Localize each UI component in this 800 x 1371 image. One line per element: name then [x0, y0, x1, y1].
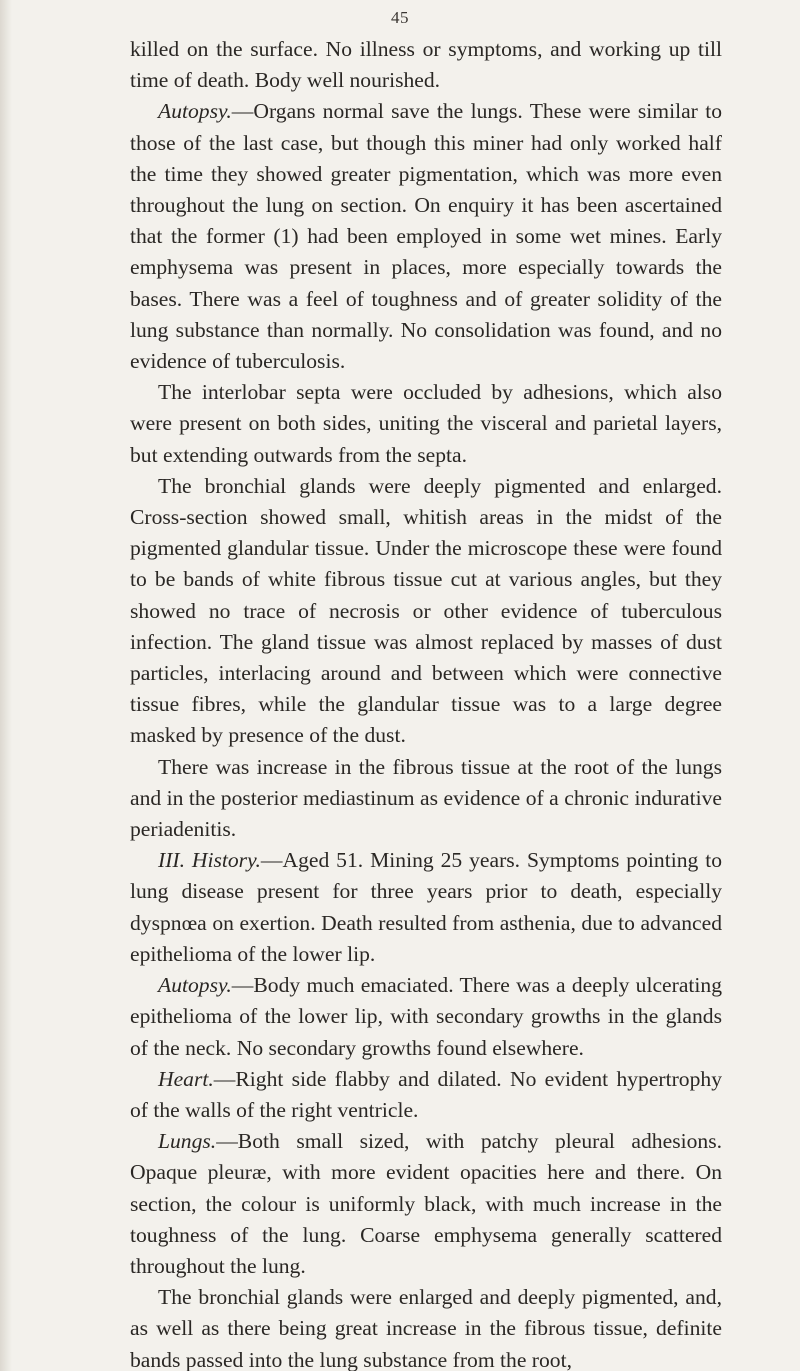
paragraph-9-text: —Both small sized, with patchy pleural adhesions. Opaque pleuræ, with more evident opacities here and there. On section, the colour is uniformly black, with much increase in the toughness of the lung. Coarse emphysema generally scattered throughout the lung.: [130, 1129, 722, 1278]
paragraph-2: [130, 96, 722, 377]
page-number: 45: [391, 8, 409, 27]
paragraph-7-text: —Body much emaciated. There was a deeply ulcerating epithelioma of the lower lip, with secondary growths in the glands of the neck. No secondary growths found elsewhere.: [130, 973, 722, 1060]
paragraph-3: [130, 377, 722, 471]
paragraph-8-label: Heart.: [158, 1066, 214, 1091]
paragraph-6-text: —Aged 51. Mining 25 years. Symptoms pointing to lung disease present for three years prior to death, especially dyspnœa on exertion. Death resulted from asthenia, due to advanced epithelioma of the lower lip.: [130, 848, 723, 966]
body-text: [130, 34, 722, 1371]
paragraph-1: [130, 34, 722, 96]
paragraph-4-text: The bronchial glands were deeply pigmented and enlarged. Cross-section showed small, whitish areas in the midst of the pigmented glandular tissue. Under the microscope these were found to be bands of white fibrous tissue cut at various angles, but they showed no trace of necrosis or other evidence of tuberculous infection. The gland tissue was almost replaced by masses of dust particles, interlacing around and between which were connective tissue fibres, while the glandular tissue was to a large degree masked by presence of the dust.: [130, 473, 722, 748]
paragraph-2-label: Autopsy.: [158, 99, 232, 124]
paragraph-7: [130, 970, 722, 1064]
paragraph-10: [130, 1282, 722, 1371]
paragraph-6: [130, 845, 722, 970]
paragraph-7-label: Autopsy.: [158, 973, 232, 998]
paragraph-5: [130, 752, 722, 846]
paragraph-2-text: —Organs normal save the lungs. These were similar to those of the last case, but though this miner had only worked half the time they showed greater pigmentation, which was more even throughout the lung on section. On enquiry it has been ascertained that the former (1) had been employed in some wet mines. Early emphysema was present in places, more especially towards the bases. There was a feel of toughness and of greater solidity of the lung substance than normally. No consolidation was found, and no evidence of tuberculosis.: [130, 99, 722, 374]
paragraph-6-label: III. History.: [158, 848, 261, 873]
paragraph-4: [130, 471, 722, 752]
page-binding-shadow: [0, 0, 12, 1371]
paragraph-8-text: —Right side flabby and dilated. No evident hypertrophy of the walls of the right ventricle.: [130, 1066, 722, 1122]
paragraph-9: [130, 1126, 722, 1282]
paragraph-3-text: The interlobar septa were occluded by adhesions, which also were present on both sides, uniting the visceral and parietal layers, but extending outwards from the septa.: [130, 380, 722, 467]
paragraph-1-text: killed on the surface. No illness or symptoms, and working up till time of death. Body well nourished.: [130, 37, 722, 93]
paragraph-10-text: The bronchial glands were enlarged and deeply pigmented, and, as well as there being great increase in the fibrous tissue, definite bands passed into the lung substance from the root,: [130, 1285, 722, 1371]
paragraph-8: [130, 1064, 722, 1126]
paragraph-9-label: Lungs.: [158, 1129, 217, 1154]
paragraph-5-text: There was increase in the fibrous tissue at the root of the lungs and in the posterior mediastinum as evidence of a chronic indurative periadenitis.: [130, 754, 722, 842]
